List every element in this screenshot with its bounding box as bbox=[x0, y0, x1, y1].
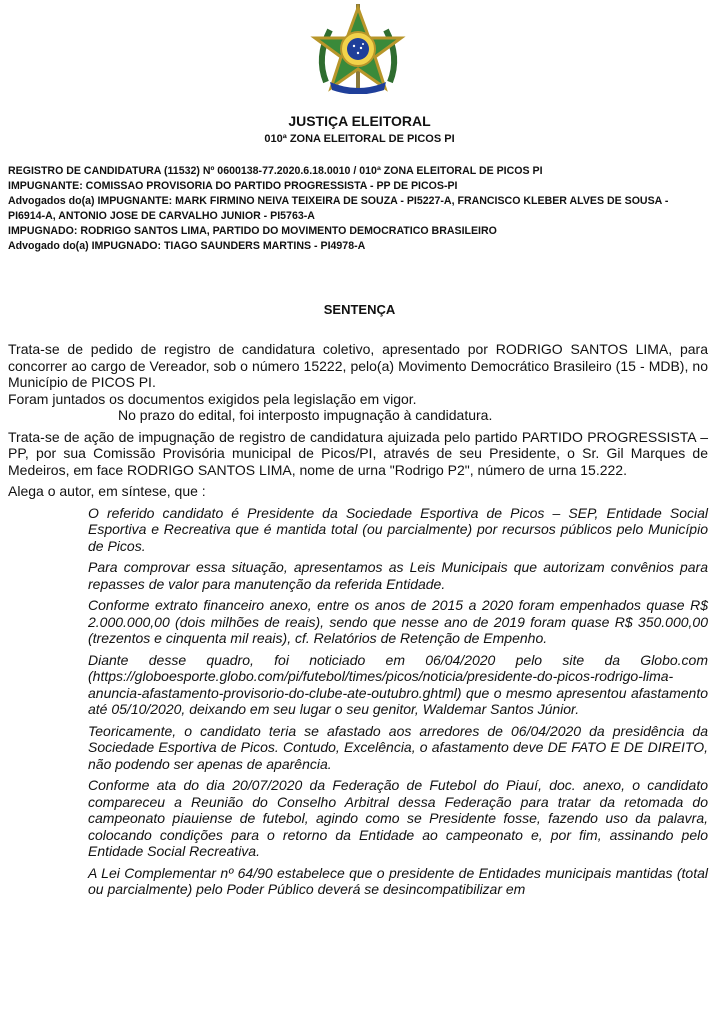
brasao-republica-icon bbox=[308, 2, 408, 94]
document-title: JUSTIÇA ELEITORAL bbox=[288, 113, 431, 129]
case-plaintiff: IMPUGNANTE: COMISSAO PROVISORIA DO PARTIDO PROGRESSISTA - PP DE PICOS-PI bbox=[8, 180, 458, 192]
quote-paragraph: Conforme extrato financeiro anexo, entre os anos de 2015 a 2020 foram empenhados quase R$ 2.000.000,00 (dois milhões de reais), sendo que nesse ano de 2019 foram quase R$ 350.000,00 (trezentos e cinquenta mil reais), cf. Relatórios de Retenção de Empenho. bbox=[88, 597, 708, 646]
document-body bbox=[8, 341, 708, 903]
quote-paragraph: A Lei Complementar nº 64/90 estabelece que o presidente de Entidades municipais mantidas (total ou parcialmente) pelo Poder Público deverá se desincompatibilizar em bbox=[88, 864, 708, 897]
paragraph: Alega o autor, em síntese, que : bbox=[8, 483, 206, 499]
paragraph: Trata-se de pedido de registro de candidatura coletivo, apresentado por RODRIGO SANTOS LIMA, para concorrer ao cargo de Vereador, sob o número 15222, pelo(a) Movimento Democrático Brasileiro (15 - MDB), no Município de PICOS PI. bbox=[8, 341, 708, 390]
quote-paragraph: Teoricamente, o candidato teria se afastado aos arredores de 06/04/2020 da presidência da Sociedade Esportiva de Picos. Contudo, Excelência, o afastamento deve DE FATO E DE DIREITO, não podendo ser apenas de aparência. bbox=[88, 722, 708, 772]
quote-paragraph: Para comprovar essa situação, apresentamos as Leis Municipais que autorizam convênios para repasses de valor para manutenção da referida Entidade. bbox=[88, 559, 708, 592]
case-registration: REGISTRO DE CANDIDATURA (11532) Nº 0600138-77.2020.6.18.0010 / 010ª ZONA ELEITORAL DE PICOS PI bbox=[8, 165, 543, 177]
case-defendant: IMPUGNADO: RODRIGO SANTOS LIMA, PARTIDO DO MOVIMENTO DEMOCRATICO BRASILEIRO bbox=[8, 225, 497, 237]
quote-paragraph: O referido candidato é Presidente da Sociedade Esportiva de Picos – SEP, Entidade Social Esportiva e Recreativa que é mantida total (ou parcialmente) por recursos públicos pelo Município de Picos. bbox=[88, 504, 708, 554]
quote-paragraph: Conforme ata do dia 20/07/2020 da Federação de Futebol do Piauí, doc. anexo, o candidato compareceu a Reunião do Conselho Arbitral dessa Federação para tratar da retomada do campeonato piauiense de futebol, agindo como se Presidente fosse, fazendo uso da palavra, colocando condições para o retorno da Entidade ao campeonato e, por fim, assinando pelo Entidade Social Recreativa. bbox=[88, 777, 708, 859]
paragraph: Foram juntados os documentos exigidos pela legislação em vigor. bbox=[8, 390, 417, 407]
section-title: SENTENÇA bbox=[323, 302, 396, 317]
document-subtitle: 010ª ZONA ELEITORAL DE PICOS PI bbox=[264, 133, 455, 145]
paragraph: Trata-se de ação de impugnação de registro de candidatura ajuizada pelo partido PARTIDO PROGRESSISTA – PP, por sua Comissão Provisória municipal de Picos/PI, através de seu Presidente, o Sr. Gil Marques de Medeiros, em face RODRIGO SANTOS LIMA, nome de urna "Rodrigo P2", número de urna 15.222. bbox=[8, 428, 708, 478]
quote-paragraph: Diante desse quadro, foi noticiado em 06/04/2020 pelo site da Globo.com (https://globoesporte.globo.com/pi/futebol/times/picos/noticia/presidente-do-picos-rodrigo-lima-anuncia-afastamento-provisorio-do-clube-ate-outubro.ghtml) que o mesmo apresentou afastamento até 05/10/2020, deixando em seu lugar o seu genitor, Waldemar Santos Júnior. bbox=[88, 651, 708, 717]
case-plaintiff-lawyers: Advogados do(a) IMPUGNANTE: MARK FIRMINO NEIVA TEIXEIRA DE SOUZA - PI5227-A, FRANCISCO KLEBER ALVES DE SOUSA - PI6914-A, ANTONIO JOSE DE CARVALHO JUNIOR - PI5763-A bbox=[8, 195, 669, 222]
quoted-allegations bbox=[88, 505, 708, 898]
paragraph: No prazo do edital, foi interposto impugnação à candidatura. bbox=[118, 407, 493, 423]
case-defendant-lawyer: Advogado do(a) IMPUGNADO: TIAGO SAUNDERS MARTINS - PI4978-A bbox=[8, 240, 366, 252]
case-info bbox=[8, 164, 708, 254]
